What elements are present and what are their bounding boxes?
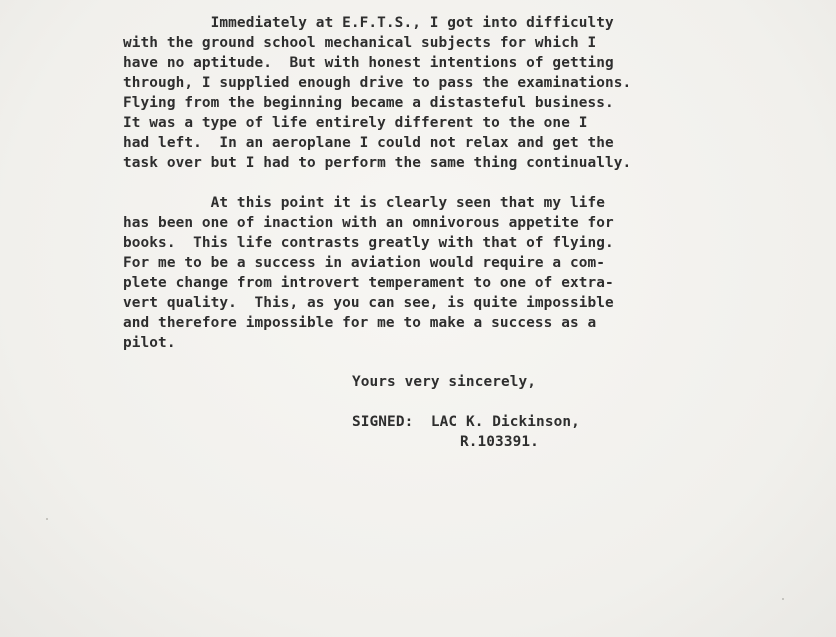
text-line: has been one of inaction with an omnivorous appetite for bbox=[123, 215, 614, 231]
text-line: Immediately at E.F.T.S., I got into difficulty bbox=[123, 15, 614, 31]
text-line: and therefore impossible for me to make a success as a bbox=[123, 315, 597, 331]
closing-line: Yours very sincerely, bbox=[352, 374, 537, 390]
text-line: books. This life contrasts greatly with that of flying. bbox=[123, 235, 614, 251]
text-line: with the ground school mechanical subjects for which I bbox=[123, 35, 597, 51]
paper-speck bbox=[46, 518, 48, 520]
text-line: At this point it is clearly seen that my life bbox=[123, 195, 606, 211]
signatory-name: LAC K. Dickinson, bbox=[430, 414, 580, 430]
text-line: task over but I had to perform the same thing continually. bbox=[123, 155, 632, 171]
signature-line bbox=[352, 412, 580, 432]
text-line: plete change from introvert temperament to one of extra- bbox=[123, 275, 614, 291]
paragraph-1 bbox=[123, 13, 631, 173]
service-number: R.103391. bbox=[460, 434, 539, 450]
text-line: through, I supplied enough drive to pass the examinations. bbox=[123, 75, 632, 91]
text-line: It was a type of life entirely different to the one I bbox=[123, 115, 588, 131]
text-line: For me to be a success in aviation would require a com- bbox=[123, 255, 606, 271]
text-line: vert quality. This, as you can see, is quite impossible bbox=[123, 295, 614, 311]
paragraph-2 bbox=[123, 193, 614, 353]
signature-block bbox=[352, 412, 580, 452]
text-line: have no aptitude. But with honest intentions of getting bbox=[123, 55, 614, 71]
text-line: had left. In an aeroplane I could not relax and get the bbox=[123, 135, 614, 151]
paper-speck bbox=[782, 598, 784, 600]
text-line: pilot. bbox=[123, 335, 176, 351]
text-line: Flying from the beginning became a distasteful business. bbox=[123, 95, 614, 111]
closing bbox=[352, 372, 536, 392]
signed-label: SIGNED: bbox=[352, 414, 414, 430]
